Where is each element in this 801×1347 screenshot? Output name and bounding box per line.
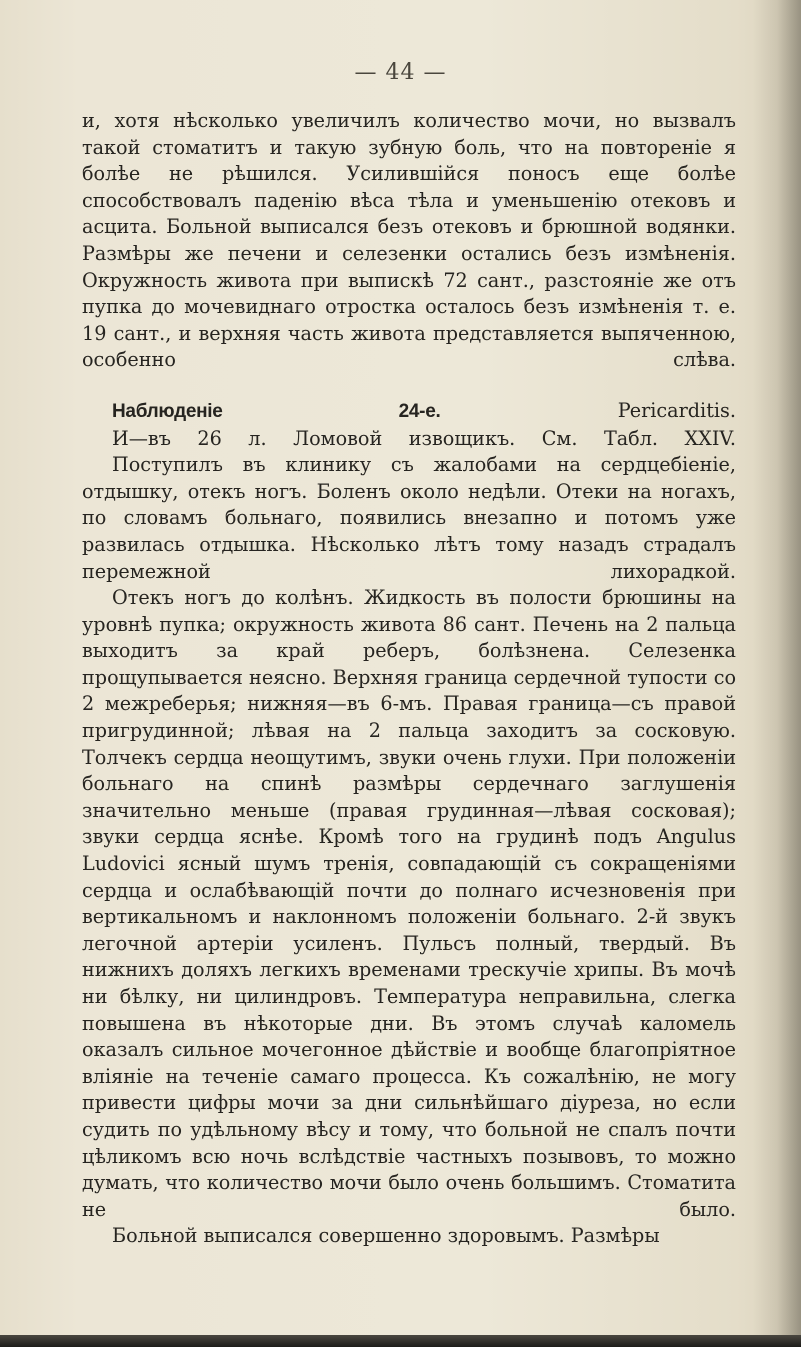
page-edge-shadow xyxy=(753,0,801,1347)
patient-line: И—въ 26 л. Ломовой извощикъ. См. Табл. XXIV. xyxy=(112,426,736,450)
paragraph-discharge: Больной выписался совершенно здоровымъ. Размѣры xyxy=(112,1224,660,1248)
paragraph-admission: Поступилъ въ клинику съ жалобами на сердцебіеніе, отдышку, отекъ ногъ. Боленъ около недѣли. Отеки на ногахъ, по словамъ больнаго, появились внезапно и потомъ уже развилась отдышка. Нѣсколько лѣтъ тому назадъ страдалъ перемежной лихорадкой. xyxy=(82,453,736,583)
page-text xyxy=(82,108,736,1250)
diagnosis-title: Pericarditis. xyxy=(617,398,736,422)
scan-bottom-border xyxy=(0,1335,801,1347)
observation-label: Наблюденіе 24-е. xyxy=(112,400,441,422)
paragraph-continued: и, хотя нѣсколько увеличилъ количество мочи, но вызвалъ такой стоматитъ и такую зубную боль, что на повтореніе я болѣе не рѣшился. Усилившійся поносъ еще болѣе способствовалъ паденію вѣса тѣла и уменьшенію отековъ и асцита. Больной выписался безъ отековъ и брюшной водянки. Размѣры же печени и селезенки остались безъ измѣненія. Окружность живота при выпискѣ 72 сант., разстояніе же отъ пупка до мочевиднаго отростка осталось безъ измѣненія т. е. 19 сант., и верхняя часть живота представляется выпяченною, особенно слѣва. xyxy=(82,109,736,372)
page-number: — 44 — xyxy=(354,60,447,85)
observation-heading xyxy=(82,398,736,426)
paragraph-findings: Отекъ ногъ до колѣнъ. Жидкость въ полости брюшины на уровнѣ пупка; окружность живота 86 сант. Печень на 2 пальца выходитъ за край реберъ, болѣзнена. Селезенка прощупывается неясно. Верхняя граница сердечной тупости со 2 межреберья; нижняя—въ 6-мъ. Правая граница—съ правой пригрудинной; лѣвая на 2 пальца заходитъ за сосковую. Толчекъ сердца неощутимъ, звуки очень глухи. При положеніи больнаго на спинѣ размѣры сердечнаго заглушенія значительно меньше (правая грудинная—лѣвая сосковая); звуки сердца яснѣе. Кромѣ того на грудинѣ подъ Angulus Ludovici ясный шумъ тренія, совпадающій съ сокращеніями сердца и ослабѣвающій почти до полнаго исчезновенія при вертикальномъ и наклонномъ положеніи больнаго. 2-й звукъ легочной артеріи усиленъ. Пульсъ полный, твердый. Въ нижнихъ доляхъ легкихъ временами трескучіе хрипы. Въ мочѣ ни бѣлку, ни цилиндровъ. Температура неправильна, слегка повышена въ нѣкоторые дни. Въ этомъ случаѣ каломель оказалъ сильное мочегонное дѣйствіе и вообще благопріятное вліяніе на теченіе самаго процесса. Къ сожалѣнію, не могу привести цифры мочи за дни сильнѣйшаго діуреза, но если судить по удѣльному вѣсу и тому, что больной не спалъ почти цѣликомъ всю ночь вслѣдствіе частныхъ позывовъ, то можно думать, что количество мочи было очень большимъ. Стоматита не было. xyxy=(82,586,736,1221)
